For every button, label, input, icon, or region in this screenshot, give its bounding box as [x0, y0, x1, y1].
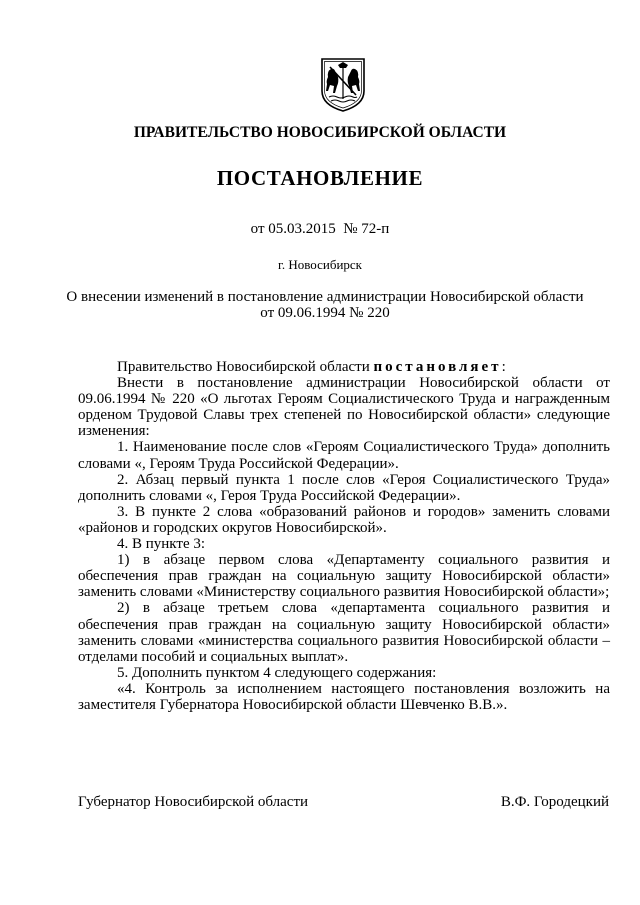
signatory-position: Губернатор Новосибирской области: [78, 794, 309, 810]
subject-line-1: О внесении изменений в постановление администрации Новосибирской области: [66, 289, 584, 305]
paragraph-item-2: 2. Абзац первый пункта 1 после слов «Героя Социалистического Труда» дополнить словами «, Героя Труда Российской Федерации».: [78, 471, 610, 504]
paragraph-amend: Внести в постановление администрации Новосибирской области от 09.06.1994 № 220 «О льготах Героям Социалистического Труда и награжденным орденом Трудовой Славы трех степеней по Новосибирской области» следующие изменения:: [78, 375, 610, 440]
paragraph-item-1: 1. Наименование после слов «Героям Социалистического Труда» дополнить словами «, Героям Труда Российской Федерации».: [78, 439, 610, 472]
paragraph-item-5: 5. Дополнить пунктом 4 следующего содержания:: [117, 664, 437, 681]
intro-decree-word: постановляет: [373, 359, 502, 375]
document-type: ПОСТАНОВЛЕНИЕ: [216, 166, 424, 190]
city: г. Новосибирск: [277, 257, 362, 272]
document-body: [78, 359, 610, 713]
paragraph-item-4-2: 2) в абзаце третьем слова «департамента социального развития и обеспечения прав граждан на социальную защиту Новосибирской области» заменить словами «министерства социального развития Новосибирской области – отделами пособий и социальных выплат».: [78, 600, 610, 665]
signatory-name: В.Ф. Городецкий: [500, 794, 609, 810]
intro-suffix: :: [501, 359, 506, 375]
government-name: ПРАВИТЕЛЬСТВО НОВОСИБИРСКОЙ ОБЛАСТИ: [133, 124, 507, 141]
paragraph-item-4-1: 1) в абзаце первом слова «Департаменту социального развития и обеспечения прав граждан на социальную защиту Новосибирской области» заменить словами «Министерству социального развития Новосибирской области»;: [78, 552, 610, 601]
date-and-number: от 05.03.2015 № 72-п: [250, 221, 390, 237]
subject-line-2: от 09.06.1994 № 220: [260, 305, 390, 321]
paragraph-item-4: 4. В пункте 3:: [117, 536, 206, 553]
intro-prefix: Правительство Новосибирской области: [117, 359, 374, 375]
paragraph-item-3: 3. В пункте 2 слова «образований районов и городов» заменить словами «районов и городских округов Новосибирской».: [78, 503, 610, 536]
paragraph-item-5-text: «4. Контроль за исполнением настоящего постановления возложить на заместителя Губернатора Новосибирской области Шевченко В.В.».: [78, 680, 610, 713]
document-subject: [60, 289, 590, 321]
intro-paragraph: [78, 359, 610, 375]
coat-of-arms-icon: [318, 55, 368, 113]
